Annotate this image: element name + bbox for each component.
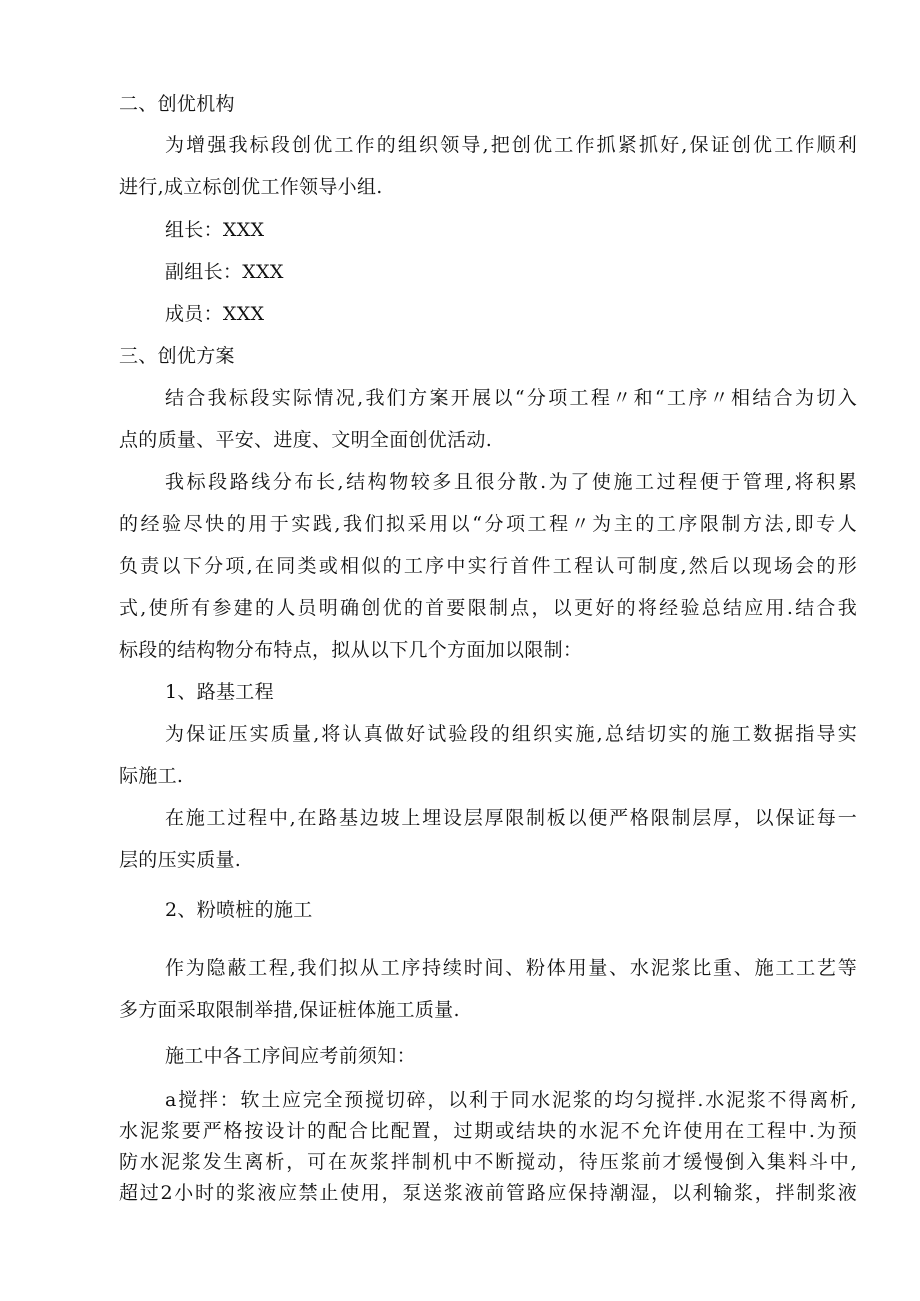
paragraph-plan-line-1: 结合我标段实际情况,我们方案开展以“分项工程〃和“工序〃相结合为切入 (165, 387, 857, 409)
paragraph-subgrade-line-2: 际施工. (119, 765, 184, 787)
deputy-leader-line: 副组长：XXX (165, 261, 284, 283)
section-heading-org: 二、创优机构 (119, 93, 235, 115)
paragraph-notice: 施工中各工序间应考前须知： (165, 1045, 416, 1067)
paragraph-mixing-line-4: 超过2小时的浆液应禁止使用，泵送浆液前管路应保持潮湿，以利输浆，拌制浆液 (119, 1182, 857, 1204)
paragraph-route-line-4: 式,使所有参建的人员明确创优的首要限制点，以更好的将经验总结应用.结合我 (119, 597, 857, 619)
members-line: 成员：XXX (165, 303, 265, 325)
paragraph-route-line-2: 的经验尽快的用于实践,我们拟采用以“分项工程〃为主的工序限制方法,即专人 (119, 513, 857, 535)
section-heading-plan: 三、创优方案 (119, 345, 235, 367)
paragraph-mixing-line-1: a搅拌：软土应完全预搅切碎，以利于同水泥浆的均匀搅拌.水泥浆不得离析, (165, 1089, 857, 1111)
paragraph-mixing-line-3: 防水泥浆发生离析，可在灰浆拌制机中不断搅动，待压浆前才缓慢倒入集料斗中, (119, 1151, 857, 1173)
paragraph-route-line-3: 负责以下分项,在同类或相似的工序中实行首件工程认可制度,然后以现场会的形 (119, 555, 857, 577)
paragraph-mixing-line-2: 水泥浆要严格按设计的配合比配置，过期或结块的水泥不允许使用在工程中.为预 (119, 1120, 857, 1142)
paragraph-slope-line-1: 在施工过程中,在路基边坡上埋设层厚限制板以便严格限制层厚，以保证每一 (165, 807, 857, 829)
paragraph-plan-line-2: 点的质量、平安、进度、文明全面创优活动. (119, 429, 493, 451)
group-leader-line: 组长：XXX (165, 219, 265, 241)
paragraph-org-line-1: 为增强我标段创优工作的组织领导,把创优工作抓紧抓好,保证创优工作顺利 (165, 134, 857, 156)
paragraph-org-line-2: 进行,成立标创优工作领导小组. (119, 176, 383, 198)
item-2-heading: 2、粉喷桩的施工 (165, 899, 313, 921)
paragraph-slope-line-2: 层的压实质量. (119, 849, 242, 871)
paragraph-pile-line-1: 作为隐蔽工程,我们拟从工序持续时间、粉体用量、水泥浆比重、施工工艺等 (165, 957, 857, 979)
paragraph-subgrade-line-1: 为保证压实质量,将认真做好试验段的组织实施,总结切实的施工数据指导实 (165, 723, 857, 745)
paragraph-route-line-1: 我标段路线分布长,结构物较多且很分散.为了使施工过程便于管理,将积累 (165, 471, 857, 493)
paragraph-pile-line-2: 多方面采取限制举措,保证桩体施工质量. (119, 999, 460, 1021)
paragraph-route-line-5: 标段的结构物分布特点，拟从以下几个方面加以限制： (119, 639, 583, 661)
item-1-heading: 1、路基工程 (165, 681, 274, 703)
